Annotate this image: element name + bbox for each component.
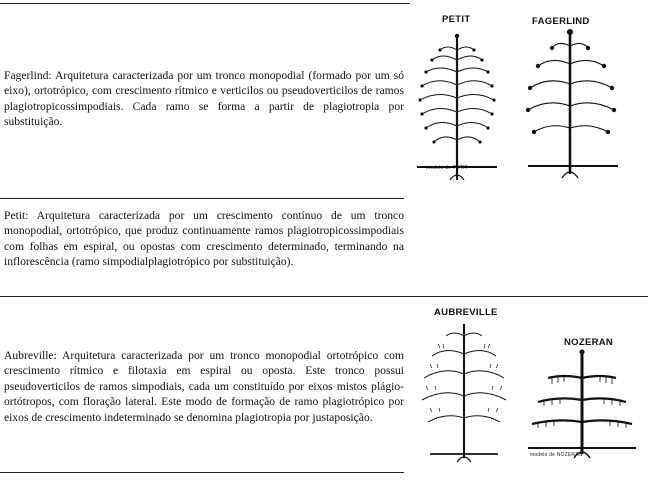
fagerlind-title: FAGERLIND bbox=[532, 16, 590, 27]
fagerlind-tree-illustration bbox=[518, 26, 628, 190]
nozeran-tree-illustration bbox=[524, 348, 640, 468]
bottom-rule bbox=[0, 472, 404, 473]
fagerlind-description: Fagerlind: Arquitetura caracterizada por um tronco monopodial (formado por um só eixo), ortotrópico, com crescimento rítmico e verticilos ou pseudoverticilos de ramos plagiotropicossimpodiais. Cada ramo se forma a partir de plagiotropia por substituição. bbox=[4, 69, 404, 129]
petit-model-caption: modelo de PETIT bbox=[426, 165, 468, 171]
aubreville-tree-illustration bbox=[414, 320, 514, 470]
petit-tree-illustration bbox=[412, 30, 502, 190]
petit-title: PETIT bbox=[442, 14, 471, 25]
aubreville-title: AUBREVILLE bbox=[434, 307, 498, 318]
petit-description: Petit: Arquitetura caracterizada por um crescimento contínuo de um tronco monopodial, ortotrópico, que produz continuamente ramos plagiotropicossimpodiais com folhas em espiral, ou opostas com crescimento determinado, terminando na inflorescência (ramo simpodialplagiotrópico por substituição). bbox=[4, 209, 404, 269]
divider-rule-1 bbox=[0, 198, 404, 199]
nozeran-title: NOZERAN bbox=[564, 337, 614, 348]
top-rule bbox=[0, 3, 410, 4]
divider-rule-2 bbox=[0, 296, 648, 297]
aubreville-description: Aubreville: Arquitetura caracterizada por um tronco monopodial ortotrópico com crescimento rítmico e filotaxia em espiral ou oposta. Este tronco possui pseudoverticilos de ramos simpodiais, cada um constituído por eixos mistos plágio-ortótropos, com floração lateral. Este modo de formação de ramo plagiotrópico por eixos de crescimento indeterminado se denomina plagiotropia por justaposição. bbox=[4, 349, 404, 424]
nozeran-model-caption: modelo de NOZERAN bbox=[530, 452, 583, 458]
